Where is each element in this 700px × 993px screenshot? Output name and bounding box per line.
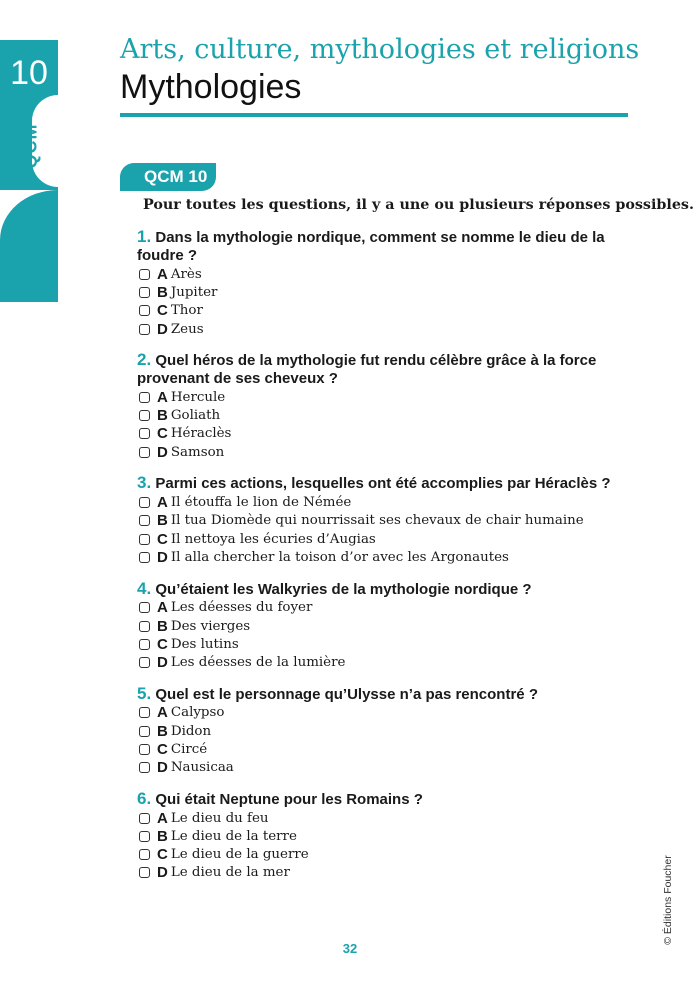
answer-option[interactable] — [137, 493, 617, 511]
option-text: Le dieu de la terre — [170, 828, 297, 844]
checkbox-icon[interactable] — [139, 497, 150, 508]
option-letter: D — [157, 320, 168, 338]
checkbox-icon[interactable] — [139, 726, 150, 737]
option-text: Des vierges — [170, 618, 251, 634]
answer-option[interactable] — [137, 722, 617, 740]
option-letter: B — [157, 827, 168, 845]
option-letter: D — [157, 759, 168, 777]
option-text: Il nettoya les écuries d’Augias — [170, 531, 376, 547]
question — [137, 580, 617, 672]
option-text: Le dieu du feu — [170, 810, 269, 826]
option-text: Zeus — [170, 321, 204, 337]
option-letter: A — [157, 704, 168, 722]
page-title: Mythologies — [120, 68, 302, 106]
checkbox-icon[interactable] — [139, 602, 150, 613]
option-letter: C — [157, 635, 168, 653]
answer-option[interactable] — [137, 283, 617, 301]
checkbox-icon[interactable] — [139, 707, 150, 718]
answer-option[interactable] — [137, 512, 617, 530]
option-letter: B — [157, 512, 168, 530]
answer-option[interactable] — [137, 265, 617, 283]
checkbox-icon[interactable] — [139, 534, 150, 545]
option-letter: B — [157, 617, 168, 635]
option-text: Didon — [170, 723, 212, 739]
option-text: Les déesses de la lumière — [170, 655, 346, 671]
option-letter: C — [157, 740, 168, 758]
checkbox-icon[interactable] — [139, 552, 150, 563]
option-letter: A — [157, 265, 168, 283]
option-text: Il étouffa le lion de Némée — [170, 495, 352, 511]
checkbox-icon[interactable] — [139, 762, 150, 773]
answer-option[interactable] — [137, 704, 617, 722]
option-text: Jupiter — [170, 284, 218, 300]
checkbox-icon[interactable] — [139, 813, 150, 824]
checkbox-icon[interactable] — [139, 621, 150, 632]
option-text: Samson — [170, 444, 225, 460]
answer-option[interactable] — [137, 599, 617, 617]
tab-decoration-fill — [0, 240, 58, 302]
checkbox-icon[interactable] — [139, 287, 150, 298]
chapter-number: 10 — [10, 54, 48, 92]
answer-option[interactable] — [137, 388, 617, 406]
option-text: Héraclès — [170, 426, 232, 442]
header-divider — [120, 113, 628, 117]
answer-option[interactable] — [137, 635, 617, 653]
question — [137, 351, 617, 461]
checkbox-icon[interactable] — [139, 831, 150, 842]
question-text: Qu’étaient les Walkyries de la mythologie nordique ? — [155, 580, 532, 598]
page-number: 32 — [342, 941, 358, 956]
checkbox-icon[interactable] — [139, 269, 150, 280]
option-text: Des lutins — [170, 636, 239, 652]
question-text: Qui était Neptune pour les Romains ? — [155, 790, 423, 808]
option-text: Goliath — [170, 408, 221, 424]
answer-option[interactable] — [137, 864, 617, 882]
question-text: Dans la mythologie nordique, comment se nomme le dieu de la foudre ? — [137, 229, 605, 264]
copyright-notice: © Éditions Foucher — [662, 855, 674, 945]
answer-option[interactable] — [137, 617, 617, 635]
checkbox-icon[interactable] — [139, 305, 150, 316]
checkbox-icon[interactable] — [139, 639, 150, 650]
answer-option[interactable] — [137, 320, 617, 338]
question — [137, 228, 617, 338]
option-text: Hercule — [170, 389, 226, 405]
question-number: 2. — [137, 350, 152, 370]
answer-option[interactable] — [137, 846, 617, 864]
answer-option[interactable] — [137, 548, 617, 566]
option-letter: B — [157, 407, 168, 425]
question-number: 4. — [137, 578, 152, 598]
option-text: Le dieu de la guerre — [170, 847, 309, 863]
question-text: Quel est le personnage qu’Ulysse n’a pas rencontré ? — [155, 685, 538, 703]
question-number: 3. — [137, 473, 152, 493]
question-number: 1. — [137, 227, 152, 246]
question — [137, 790, 617, 882]
instructions: Pour toutes les questions, il y a une ou plusieurs réponses possibles. — [143, 197, 694, 213]
answer-option[interactable] — [137, 809, 617, 827]
answer-option[interactable] — [137, 827, 617, 845]
question-text-line — [137, 351, 617, 388]
checkbox-icon[interactable] — [139, 657, 150, 668]
option-letter: D — [157, 864, 168, 882]
question-text-line — [137, 580, 617, 599]
question-number: 6. — [137, 788, 152, 808]
option-letter: C — [157, 425, 168, 443]
option-text: Le dieu de la mer — [170, 865, 290, 881]
option-letter: D — [157, 654, 168, 672]
option-letter: B — [157, 722, 168, 740]
option-letter: D — [157, 548, 168, 566]
option-letter: B — [157, 283, 168, 301]
checkbox-icon[interactable] — [139, 515, 150, 526]
option-letter: A — [157, 494, 168, 512]
qcm-badge: QCM 10 — [120, 163, 216, 191]
option-text: Il tua Diomède qui nourrissait ses chevaux de chair humaine — [170, 513, 584, 529]
question-number: 5. — [137, 683, 152, 703]
option-text: Nausicaa — [170, 760, 234, 776]
option-letter: A — [157, 599, 168, 617]
question — [137, 685, 617, 777]
answer-option[interactable] — [137, 302, 617, 320]
option-letter: A — [157, 388, 168, 406]
option-letter: C — [157, 846, 168, 864]
answer-option[interactable] — [137, 759, 617, 777]
checkbox-icon[interactable] — [139, 867, 150, 878]
answer-option[interactable] — [137, 443, 617, 461]
option-text: Circé — [170, 741, 208, 757]
question-text: Parmi ces actions, lesquelles ont été accomplies par Héraclès ? — [155, 475, 611, 493]
checkbox-icon[interactable] — [139, 744, 150, 755]
option-letter: D — [157, 443, 168, 461]
option-letter: A — [157, 809, 168, 827]
answer-option[interactable] — [137, 425, 617, 443]
question-text-line — [137, 790, 617, 809]
option-text: Thor — [170, 303, 203, 319]
chapter-label: QCM — [20, 123, 41, 169]
question-text-line — [137, 228, 617, 265]
checkbox-icon[interactable] — [139, 392, 150, 403]
section-subtitle: Arts, culture, mythologies et religions — [120, 34, 640, 65]
answer-option[interactable] — [137, 530, 617, 548]
question-text-line — [137, 685, 617, 704]
checkbox-icon[interactable] — [139, 324, 150, 335]
answer-option[interactable] — [137, 406, 617, 424]
question-text-line — [137, 474, 617, 493]
answer-option[interactable] — [137, 653, 617, 671]
checkbox-icon[interactable] — [139, 447, 150, 458]
question-text: Quel héros de la mythologie fut rendu célèbre grâce à la force provenant de ses cheveux ? — [137, 352, 597, 388]
checkbox-icon[interactable] — [139, 849, 150, 860]
option-letter: C — [157, 530, 168, 548]
option-text: Arès — [170, 266, 202, 282]
question-list — [137, 228, 617, 895]
checkbox-icon[interactable] — [139, 410, 150, 421]
option-text: Il alla chercher la toison d’or avec les Argonautes — [170, 549, 509, 565]
option-letter: C — [157, 302, 168, 320]
option-text: Les déesses du foyer — [170, 600, 313, 616]
checkbox-icon[interactable] — [139, 428, 150, 439]
option-text: Calypso — [170, 705, 225, 721]
question — [137, 474, 617, 566]
answer-option[interactable] — [137, 740, 617, 758]
